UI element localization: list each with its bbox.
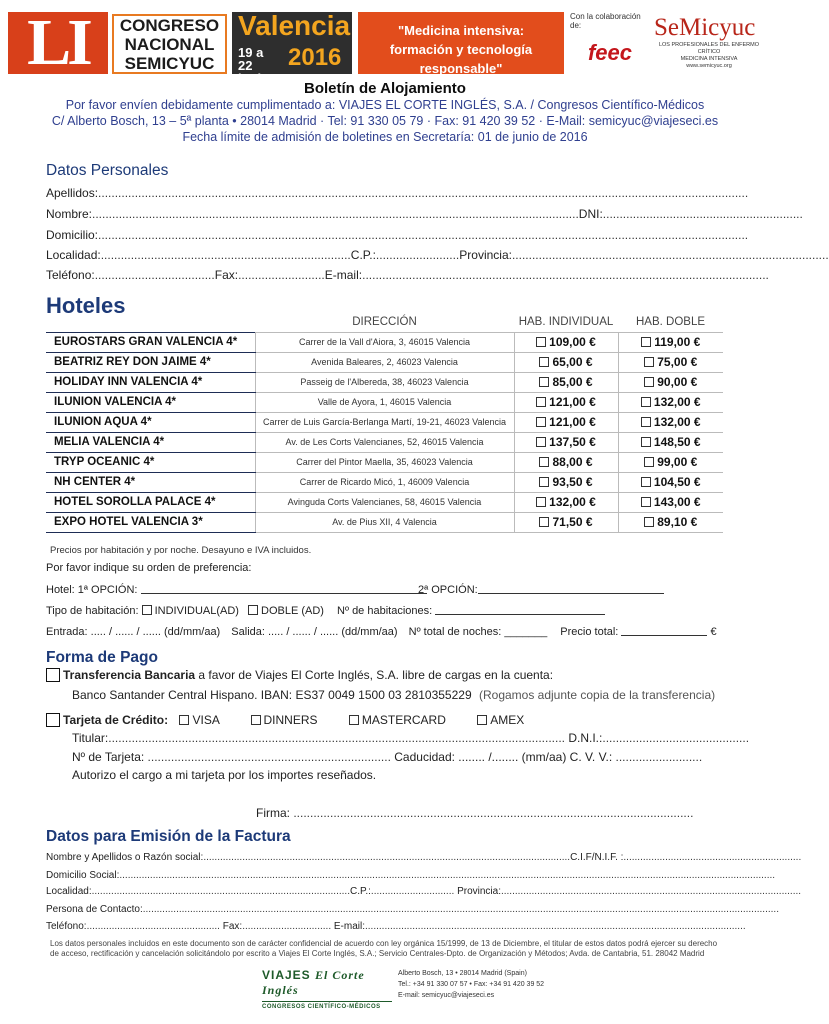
transfer-label: Transferencia Bancaria bbox=[63, 668, 196, 682]
telefono-label: Teléfono: bbox=[46, 268, 95, 282]
invoice-name-label: Nombre y Apellidos o Razón social: bbox=[46, 852, 204, 863]
semicyuc-web: www.semicyuc.org bbox=[686, 63, 732, 69]
expiry-field: Caducidad: ........ /........ (mm/aa) bbox=[394, 750, 567, 764]
individual-price-checkbox[interactable] bbox=[536, 337, 546, 347]
domicilio-field[interactable]: Domicilio:................................................................................................................................................................................................... bbox=[46, 228, 749, 242]
intro-line-1: Por favor envíen debidamente cumplimentado a: VIAJES EL CORTE INGLÉS, S.A. / Congresos Científico-Médicos bbox=[65, 98, 705, 112]
double-price-checkbox[interactable] bbox=[644, 377, 654, 387]
invoice-cp-label: C.P.: bbox=[349, 886, 371, 897]
double-price: 90,00 € bbox=[657, 375, 698, 389]
individual-price: 65,00 € bbox=[552, 355, 593, 369]
hotel-name: NH CENTER 4* bbox=[46, 472, 255, 492]
bank-note: (Rogamos adjunte copia de la transferencia) bbox=[478, 688, 716, 702]
hotel-address: Av. de Les Corts Valencianes, 52, 46015 Valencia bbox=[255, 432, 514, 452]
hotel-row bbox=[46, 492, 723, 512]
individual-checkbox[interactable] bbox=[142, 605, 152, 615]
double-price: 132,00 € bbox=[653, 415, 701, 429]
individual-price-checkbox[interactable] bbox=[539, 477, 549, 487]
localidad-field[interactable]: Localidad:...........................................................................C.P.:.........................Provincia:............................................................................................... bbox=[46, 248, 829, 262]
signature-label: Firma: bbox=[256, 806, 290, 820]
num-rooms-label: Nº de habitaciones: bbox=[337, 605, 433, 617]
card-number-row[interactable]: Nº de Tarjeta: ......................................................................... Caducidad: ........ /........ (mm/aa) C. V. V.: .......................... bbox=[72, 750, 703, 764]
hotel-option-1-label: Hotel: 1ª OPCIÓN: bbox=[46, 584, 138, 596]
invoice-locality-row[interactable]: Localidad:.............................................................................................C.P.:.............................. Provincia:............................................................................................................ bbox=[46, 886, 802, 897]
corte-ingles-logo bbox=[262, 968, 392, 1010]
apellidos-field[interactable]: Apellidos:................................................................................................................................................................................................... bbox=[46, 186, 749, 200]
transfer-option[interactable] bbox=[46, 668, 553, 682]
individual-label: INDIVIDUAL(AD) bbox=[154, 605, 239, 617]
col-doble: HAB. DOBLE bbox=[618, 313, 723, 332]
intro-line-3: Fecha límite de admisión de boletines en Secretaría: 01 de junio de 2016 bbox=[182, 130, 588, 144]
total-price-field[interactable] bbox=[621, 625, 707, 636]
individual-price-option[interactable] bbox=[514, 412, 618, 432]
hotel-address: Carrer de la Vall d'Aiora, 3, 46015 Valencia bbox=[255, 332, 514, 352]
double-price-checkbox[interactable] bbox=[641, 497, 651, 507]
semicyuc-sub1: LOS PROFESIONALES DEL ENFERMO CRÍTICO bbox=[658, 42, 760, 55]
col-direccion: DIRECCIÓN bbox=[255, 313, 514, 332]
room-type-label: Tipo de habitación: bbox=[46, 605, 139, 617]
congress-year: 2016 bbox=[288, 44, 342, 71]
double-price-option[interactable] bbox=[618, 392, 723, 412]
hotel-name: HOLIDAY INN VALENCIA 4* bbox=[46, 372, 255, 392]
individual-price-option[interactable] bbox=[514, 432, 618, 452]
invoice-name-row[interactable]: Nombre y Apellidos o Razón social:....................................................................................................................................C.I.F/N.I.F. :................................................................ bbox=[46, 852, 802, 863]
double-price: 104,50 € bbox=[653, 475, 701, 489]
congress-dates: 19 a 22 junio bbox=[238, 45, 270, 86]
individual-price-checkbox[interactable] bbox=[536, 437, 546, 447]
visa-label: VISA bbox=[192, 713, 220, 727]
bank-account bbox=[72, 688, 715, 702]
telefono-field[interactable]: Teléfono:....................................Fax:..........................E-mail:.......................................................................................................................... bbox=[46, 268, 769, 282]
hotel-name: TRYP OCEANIC 4* bbox=[46, 452, 255, 472]
price-note: Precios por habitación y por noche. Desayuno e IVA incluidos. bbox=[50, 545, 312, 556]
individual-price: 85,00 € bbox=[552, 375, 593, 389]
congreso-line-2: NACIONAL bbox=[124, 35, 215, 54]
email-label: E-mail: bbox=[324, 268, 363, 282]
dni-label: DNI: bbox=[578, 207, 603, 221]
double-price-checkbox[interactable] bbox=[641, 417, 651, 427]
card-checkbox[interactable] bbox=[46, 713, 60, 727]
transfer-checkbox[interactable] bbox=[46, 668, 60, 682]
congreso-line-3: SEMICYUC bbox=[124, 54, 215, 73]
double-price-option[interactable] bbox=[618, 452, 723, 472]
individual-price-checkbox[interactable] bbox=[536, 397, 546, 407]
individual-price-option[interactable] bbox=[514, 512, 618, 532]
hotel-row bbox=[46, 432, 723, 452]
entrada-field[interactable]: Entrada: ..... / ...... / ...... (dd/mm/aa) bbox=[46, 626, 221, 638]
bank-iban: Banco Santander Central Hispano. IBAN: ES37 0049 1500 03 2810355229 bbox=[72, 688, 472, 702]
titular-row[interactable]: Titular:......................................................................................................................................... D.N.I.:............................................ bbox=[72, 731, 750, 745]
collaboration-block bbox=[570, 12, 650, 74]
slogan-line-2: formación y tecnología responsable" bbox=[389, 42, 533, 76]
li-logo: LI bbox=[8, 12, 108, 74]
invoice-phone-label: Teléfono: bbox=[46, 921, 87, 932]
invoice-contact-label: Persona de Contacto: bbox=[46, 904, 143, 915]
hotel-address: Av. de Pius XII, 4 Valencia bbox=[255, 512, 514, 532]
doble-label: DOBLE (AD) bbox=[261, 605, 324, 617]
hotel-row bbox=[46, 332, 723, 352]
card-label: Tarjeta de Crédito: bbox=[63, 713, 169, 727]
invoice-locality-label: Localidad: bbox=[46, 886, 92, 897]
double-price: 75,00 € bbox=[657, 355, 698, 369]
double-price-checkbox[interactable] bbox=[644, 357, 654, 367]
city-name: Valencia bbox=[238, 10, 351, 41]
individual-price-checkbox[interactable] bbox=[536, 497, 546, 507]
hotel-address: Valle de Ayora, 1, 46015 Valencia bbox=[255, 392, 514, 412]
titular-label: Titular: bbox=[72, 731, 109, 745]
double-price-option[interactable] bbox=[618, 472, 723, 492]
provincia-label: Provincia: bbox=[459, 248, 512, 262]
double-price-checkbox[interactable] bbox=[644, 517, 654, 527]
signature-field[interactable]: Firma: ........................................................................................................................ bbox=[256, 806, 694, 820]
double-price-checkbox[interactable] bbox=[641, 437, 651, 447]
preference-text: Por favor indique su orden de preferencia: bbox=[46, 562, 252, 574]
double-price-option[interactable] bbox=[618, 372, 723, 392]
visa-checkbox[interactable] bbox=[179, 715, 189, 725]
individual-price-option[interactable] bbox=[514, 472, 618, 492]
mastercard-label: MASTERCARD bbox=[361, 713, 446, 727]
col-individual: HAB. INDIVIDUAL bbox=[514, 313, 618, 332]
individual-price-option[interactable] bbox=[514, 352, 618, 372]
hotels-table bbox=[46, 313, 723, 533]
individual-price: 132,00 € bbox=[549, 495, 596, 509]
hotel-row bbox=[46, 512, 723, 532]
invoice-fax-label: Fax: bbox=[222, 921, 243, 932]
nombre-label: Nombre: bbox=[46, 207, 93, 221]
double-price-option[interactable] bbox=[618, 332, 723, 352]
nombre-field[interactable]: Nombre:..................................................................................................................................................DNI:............................................................ bbox=[46, 207, 803, 221]
individual-price-checkbox[interactable] bbox=[539, 377, 549, 387]
hotel-row bbox=[46, 372, 723, 392]
invoice-phone-row[interactable]: Teléfono:................................................ Fax:................................ E-mail:......................................................................................................................................... bbox=[46, 921, 746, 932]
individual-price: 121,00 € bbox=[549, 415, 596, 429]
hotels-heading: Hoteles bbox=[46, 293, 126, 318]
individual-price: 71,50 € bbox=[552, 515, 593, 529]
page-title: Boletín de Alojamiento bbox=[304, 80, 466, 97]
hotel-row bbox=[46, 472, 723, 492]
cvv-label: C. V. V.: bbox=[569, 750, 613, 764]
hotel-name: MELIA VALENCIA 4* bbox=[46, 432, 255, 452]
double-price: 89,10 € bbox=[657, 515, 698, 529]
semicyuc-sub2: MEDICINA INTENSIVA bbox=[680, 56, 738, 62]
salida-field[interactable]: Salida: ..... / ...... / ...... (dd/mm/aa) bbox=[231, 626, 398, 638]
invoice-province-label: Provincia: bbox=[457, 886, 501, 897]
double-price: 143,00 € bbox=[653, 495, 701, 509]
hotel-name: ILUNION AQUA 4* bbox=[46, 412, 255, 432]
hotel-option-2-label: 2ª OPCIÓN: bbox=[418, 584, 478, 596]
individual-price-option[interactable] bbox=[514, 492, 618, 512]
feec-logo: feec bbox=[587, 40, 633, 65]
double-price-checkbox[interactable] bbox=[641, 337, 651, 347]
amex-label: AMEX bbox=[490, 713, 525, 727]
individual-price: 109,00 € bbox=[549, 335, 596, 349]
footer-address-1: Alberto Bosch, 13 • 28014 Madrid (Spain) bbox=[398, 970, 527, 977]
individual-price-checkbox[interactable] bbox=[539, 517, 549, 527]
mastercard-checkbox[interactable] bbox=[349, 715, 359, 725]
individual-price-checkbox[interactable] bbox=[539, 357, 549, 367]
individual-price-checkbox[interactable] bbox=[539, 457, 549, 467]
semicyuc-wordmark: SeMicyuc bbox=[654, 14, 756, 41]
authorization-text: Autorizo el cargo a mi tarjeta por los importes reseñados. bbox=[72, 768, 377, 782]
individual-price-option[interactable] bbox=[514, 452, 618, 472]
invoice-address-label: Domicilio Social: bbox=[46, 870, 120, 881]
invoice-cif-label: C.I.F/N.I.F. : bbox=[570, 852, 624, 863]
amex-checkbox[interactable] bbox=[477, 715, 487, 725]
individual-price-option[interactable] bbox=[514, 372, 618, 392]
double-price-option[interactable] bbox=[618, 412, 723, 432]
personal-heading: Datos Personales bbox=[46, 162, 169, 179]
nights-field[interactable]: Nº total de noches: _______ bbox=[408, 626, 548, 638]
intro-line-2: C/ Alberto Bosch, 13 – 5ª planta • 28014 Madrid · Tel: 91 330 05 79 · Fax: 91 420 39 52 · E-Mail: semicyuc@viajeseci.es bbox=[51, 114, 719, 128]
euro-symbol: € bbox=[710, 626, 717, 638]
individual-price: 88,00 € bbox=[552, 455, 593, 469]
domicilio-label: Domicilio: bbox=[46, 228, 99, 242]
double-price: 119,00 € bbox=[654, 335, 701, 349]
logo-congresos: CONGRESOS CIENTÍFICO-MÉDICOS bbox=[262, 1001, 392, 1010]
hotel-address: Carrer de Ricardo Micó, 1, 46009 Valencia bbox=[255, 472, 514, 492]
individual-price: 93,50 € bbox=[552, 475, 593, 489]
hotel-name: EUROSTARS GRAN VALENCIA 4* bbox=[46, 332, 255, 352]
double-price-option[interactable] bbox=[618, 512, 723, 532]
cp-label: C.P.: bbox=[350, 248, 376, 262]
hotel-address: Carrer de Luis García-Berlanga Martí, 19-21, 46023 Valencia bbox=[255, 412, 514, 432]
double-price: 132,00 € bbox=[653, 395, 701, 409]
localidad-label: Localidad: bbox=[46, 248, 101, 262]
invoice-email-label: E-mail: bbox=[333, 921, 365, 932]
legal-text: Los datos personales incluidos en este documento son de carácter confidencial de acuerdo con ley orgánica 15/1999, de 13 de Diciembre, el titular de estos datos podrá ejercer su derecho de acceso, rectificación y cancelación solicitándolo por escrito a Viajes El Corte Inglés, S.A.; Servicio Centrales-Dpto. de Organización y Métodos; Avda. de Cantabria, 51. 28042 Madrid bbox=[50, 939, 718, 958]
hotel-row bbox=[46, 412, 723, 432]
num-rooms-field[interactable] bbox=[435, 604, 605, 615]
hotel-name: BEATRIZ REY DON JAIME 4* bbox=[46, 352, 255, 372]
hotel-option-1[interactable] bbox=[46, 583, 427, 596]
total-price-label: Precio total: bbox=[560, 626, 619, 638]
collab-text: Con la colaboración de: bbox=[570, 12, 641, 30]
card-number-label: Nº de Tarjeta: bbox=[72, 750, 145, 764]
double-price-checkbox[interactable] bbox=[641, 477, 651, 487]
hotel-row bbox=[46, 452, 723, 472]
double-price-checkbox[interactable] bbox=[644, 457, 654, 467]
individual-price-option[interactable] bbox=[514, 332, 618, 352]
logo-viajes: VIAJES bbox=[262, 968, 311, 982]
hotel-row bbox=[46, 352, 723, 372]
hotel-name: ILUNION VALENCIA 4* bbox=[46, 392, 255, 412]
individual-price-checkbox[interactable] bbox=[536, 417, 546, 427]
invoice-contact-row[interactable]: Persona de Contacto:..................................................................................................................................................................................................................................... bbox=[46, 904, 779, 915]
fax-label: Fax: bbox=[214, 268, 239, 282]
hotel-address: Carrer del Pintor Maella, 35, 46023 Valencia bbox=[255, 452, 514, 472]
payment-heading: Forma de Pago bbox=[46, 649, 158, 666]
doble-checkbox[interactable] bbox=[248, 605, 258, 615]
transfer-text: a favor de Viajes El Corte Inglés, S.A. libre de cargas en la cuenta: bbox=[195, 668, 554, 682]
diners-checkbox[interactable] bbox=[251, 715, 261, 725]
invoice-address-row[interactable]: Domicilio Social:............................................................................................................................................................................................................................................ bbox=[46, 870, 776, 881]
card-option bbox=[46, 713, 524, 727]
footer-address-3: E-mail: semicyuc@viajeseci.es bbox=[398, 992, 495, 999]
room-type-row bbox=[46, 604, 605, 617]
individual-price: 137,50 € bbox=[549, 435, 596, 449]
double-price-option[interactable] bbox=[618, 432, 723, 452]
congreso-line-1: CONGRESO bbox=[119, 16, 220, 35]
slogan-line-1: "Medicina intensiva: bbox=[397, 23, 525, 38]
dates-row bbox=[46, 625, 717, 638]
hotel-address: Avenida Baleares, 2, 46023 Valencia bbox=[255, 352, 514, 372]
double-price: 99,00 € bbox=[657, 455, 698, 469]
diners-label: DINNERS bbox=[263, 713, 318, 727]
semicyuc-logo bbox=[654, 14, 764, 74]
footer-address bbox=[398, 968, 544, 1001]
valencia-banner bbox=[232, 10, 352, 86]
individual-price-option[interactable] bbox=[514, 392, 618, 412]
slogan-banner bbox=[358, 12, 564, 74]
hotel-address: Avinguda Corts Valencianes, 58, 46015 Valencia bbox=[255, 492, 514, 512]
individual-price: 121,00 € bbox=[549, 395, 596, 409]
double-price-option[interactable] bbox=[618, 352, 723, 372]
apellidos-label: Apellidos: bbox=[46, 186, 99, 200]
hotel-address: Passeig de l'Albereda, 38, 46023 Valencia bbox=[255, 372, 514, 392]
hotel-row bbox=[46, 392, 723, 412]
double-price-option[interactable] bbox=[618, 492, 723, 512]
card-dni-label: D.N.I.: bbox=[568, 731, 603, 745]
invoice-heading: Datos para Emisión de la Factura bbox=[46, 828, 291, 845]
hotel-name: EXPO HOTEL VALENCIA 3* bbox=[46, 512, 255, 532]
double-price: 148,50 € bbox=[653, 435, 701, 449]
congreso-logo bbox=[112, 14, 227, 74]
hotel-name: HOTEL SOROLLA PALACE 4* bbox=[46, 492, 255, 512]
footer-address-2: Tel.: +34 91 330 07 57 • Fax: +34 91 420 39 52 bbox=[398, 981, 545, 988]
hotel-option-2[interactable] bbox=[418, 583, 664, 596]
logo-corte-ingles: El Corte Inglés bbox=[262, 968, 365, 997]
double-price-checkbox[interactable] bbox=[641, 397, 651, 407]
